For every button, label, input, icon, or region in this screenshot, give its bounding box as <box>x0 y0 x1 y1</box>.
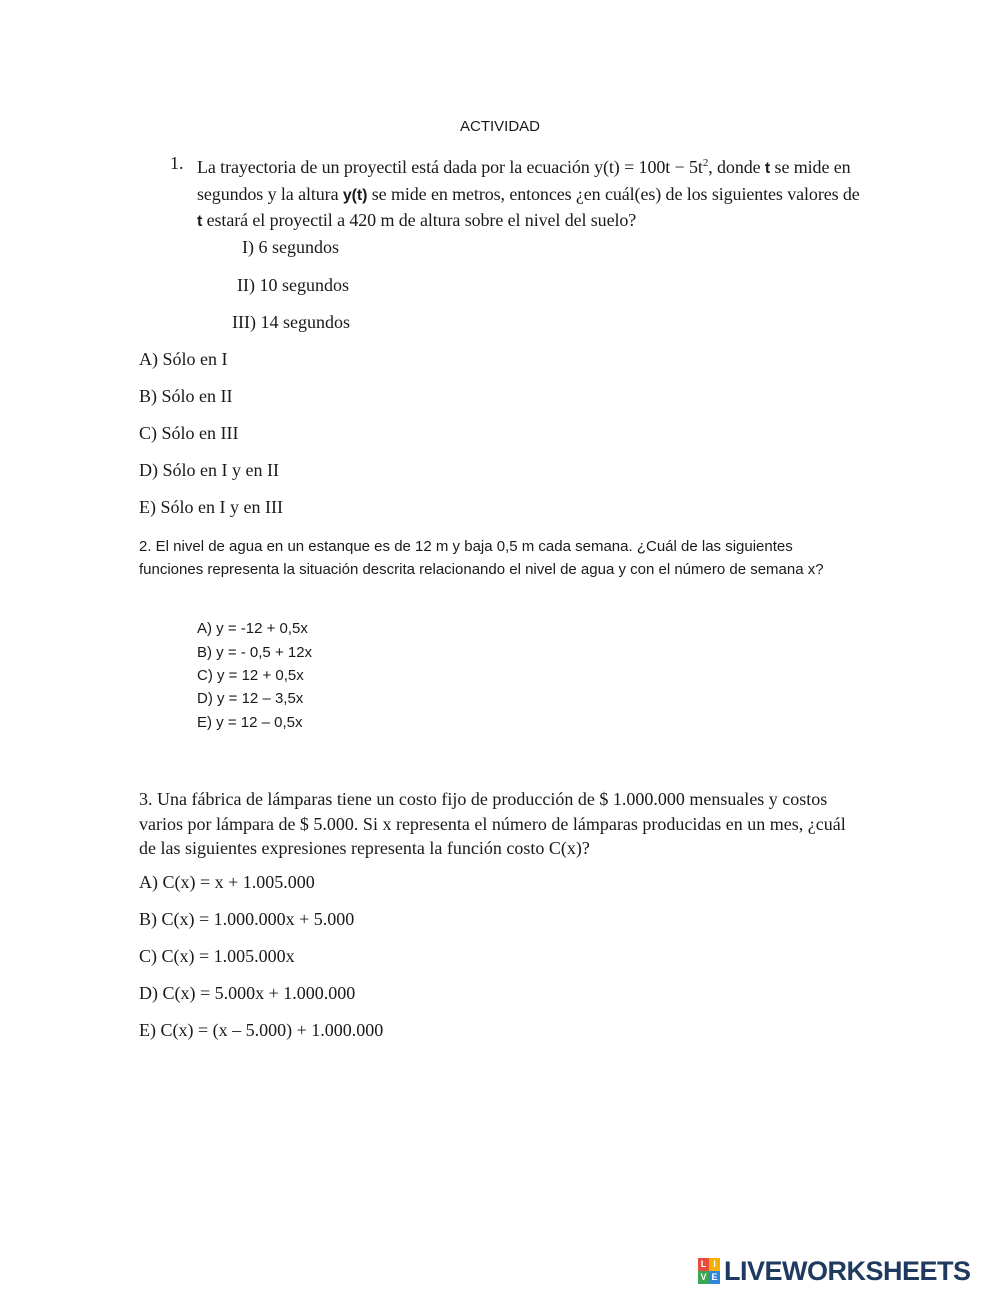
question-1-text: La trayectoria de un proyectil está dada por la ecuación $y(t) = 100t - 5t^2$, donde t se mide en segundos y la altura y(t) se mide en metros, entonces ¿en cuál(es) de los siguientes valores de t estará el proyectil a 420 m de altura sobre el nivel del suelo? <box>197 157 860 230</box>
question-2-option: C) y = 12 + 0,5x <box>197 667 304 684</box>
question-1-roman-item: I) 6 segundos <box>242 237 339 257</box>
question-3-option: D) C(x) = 5.000x + 1.000.000 <box>139 983 356 1003</box>
logo-mark-icon: L I V E <box>698 1258 720 1284</box>
question-2-option: D) y = 12 – 3,5x <box>197 690 304 707</box>
question-1-option: C) Sólo en III <box>139 423 239 443</box>
question-3-option: A) C(x) = x + 1.005.000 <box>139 872 315 892</box>
logo-text: LIVEWORKSHEETS <box>724 1255 971 1286</box>
question-2-option: B) y = - 0,5 + 12x <box>197 644 313 661</box>
liveworksheets-logo <box>698 1255 971 1287</box>
question-1-roman-item: II) 10 segundos <box>237 275 349 295</box>
question-1-option: A) Sólo en I <box>139 349 228 369</box>
question-1-roman-item: III) 14 segundos <box>232 312 350 332</box>
question-1-option: B) Sólo en II <box>139 386 233 406</box>
question-3-text: 3. Una fábrica de lámparas tiene un costo fijo de producción de $ 1.000.000 mensuales y costos varios por lámpara de $ 5.000. Si x representa el número de lámparas producidas en un mes, ¿cuál de las siguientes expresiones representa la función costo C(x)? <box>139 789 846 858</box>
question-2-text: 2. El nivel de agua en un estanque es de 12 m y baja 0,5 m cada semana. ¿Cuál de las siguientes funciones representa la situación descrita relacionando el nivel de agua y con el número de semana x? <box>139 538 824 578</box>
question-1-option: D) Sólo en I y en II <box>139 460 279 480</box>
question-1-number: 1. <box>170 153 184 173</box>
question-2-option: A) y = -12 + 0,5x <box>197 620 308 637</box>
question-1-option: E) Sólo en I y en III <box>139 497 283 517</box>
question-3-option: E) C(x) = (x – 5.000) + 1.000.000 <box>139 1020 384 1040</box>
question-3-option: B) C(x) = 1.000.000x + 5.000 <box>139 909 355 929</box>
question-2-option: E) y = 12 – 0,5x <box>197 714 303 731</box>
question-3-option: C) C(x) = 1.005.000x <box>139 946 295 966</box>
page-title: ACTIVIDAD <box>459 118 540 135</box>
